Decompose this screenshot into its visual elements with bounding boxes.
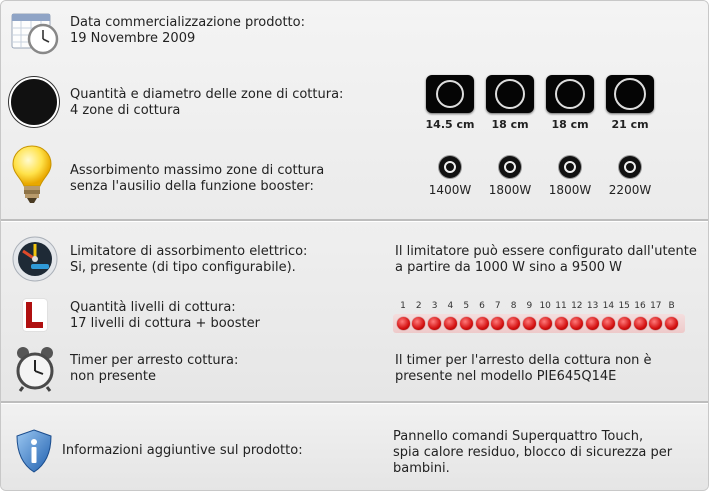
level-indicator-dot <box>539 317 552 330</box>
level-number: 8 <box>510 301 517 311</box>
level-number: 5 <box>463 301 470 311</box>
zone-size-2: 18 cm <box>491 118 529 131</box>
level-number: B <box>668 301 675 311</box>
level-indicator-dot <box>428 317 441 330</box>
zones-value: 4 zone di cottura <box>70 103 181 118</box>
level-indicator-dot <box>665 317 678 330</box>
limiter-value: Si, presente (di tipo configurabile). <box>70 260 296 275</box>
level-number: 11 <box>555 301 567 311</box>
release-date-label: Data commercializzazione prodotto: <box>70 15 305 30</box>
level-indicator-dot <box>523 317 536 330</box>
release-date-value: 19 Novembre 2009 <box>70 31 196 46</box>
power-zone-2-icon <box>499 156 521 178</box>
zone-1-icon <box>426 75 474 113</box>
level-indicator-dot <box>507 317 520 330</box>
level-letter-icon <box>23 299 47 331</box>
light-bulb-icon <box>11 144 53 206</box>
power-zone-3-icon <box>559 156 581 178</box>
cooking-zone-icon <box>9 77 59 127</box>
zone-size-1: 14.5 cm <box>425 118 475 131</box>
limiter-label: Limitatore di assorbimento elettrico: <box>70 244 308 259</box>
limiter-desc-line2: a partire da 1000 W sino a 9500 W <box>395 260 622 275</box>
calendar-clock-icon <box>11 11 59 55</box>
level-indicator-dot <box>555 317 568 330</box>
zone-3-icon <box>546 75 594 113</box>
power-zone-4-icon <box>619 156 641 178</box>
info-shield-icon <box>15 429 53 473</box>
level-number: 16 <box>634 301 646 311</box>
power-value-2: 1800W <box>488 183 532 197</box>
level-number: 12 <box>571 301 583 311</box>
levels-label: Quantità livelli di cottura: <box>70 300 236 315</box>
level-number: 15 <box>618 301 630 311</box>
info-desc-line3: bambini. <box>393 461 450 476</box>
level-number: 10 <box>539 301 551 311</box>
level-number: 7 <box>494 301 501 311</box>
absorption-label-line1: Assorbimento massimo zone di cottura <box>70 163 325 178</box>
level-number: 2 <box>415 301 422 311</box>
timer-label: Timer per arresto cottura: <box>70 353 239 368</box>
timer-desc-line2: presente nel modello PIE645Q14E <box>395 369 617 384</box>
info-desc-line1: Pannello comandi Superquattro Touch, <box>393 429 644 444</box>
level-indicator-dot <box>460 317 473 330</box>
level-indicator-dot <box>586 317 599 330</box>
level-indicator-dot <box>618 317 631 330</box>
level-number: 1 <box>400 301 406 311</box>
level-indicator-dot <box>397 317 410 330</box>
level-number: 4 <box>447 301 454 311</box>
level-number: 13 <box>586 301 599 311</box>
level-indicator-dot <box>444 317 457 330</box>
levels-value: 17 livelli di cottura + booster <box>70 316 260 331</box>
absorption-label-line2: senza l'ausilio della funzione booster: <box>70 179 314 194</box>
limiter-desc-line1: Il limitatore può essere configurato dall'utente <box>395 244 697 259</box>
power-value-4: 2200W <box>608 183 652 197</box>
level-indicator-dot <box>602 317 615 330</box>
info-label: Informazioni aggiuntive sul prodotto: <box>62 443 303 458</box>
level-indicator-dot <box>634 317 647 330</box>
level-number: 6 <box>479 301 485 311</box>
zone-size-4: 21 cm <box>611 118 649 131</box>
timer-value: non presente <box>70 369 156 384</box>
zone-2-icon <box>486 75 534 113</box>
level-indicator-dot <box>476 317 489 330</box>
zone-size-3: 18 cm <box>551 118 589 131</box>
power-value-3: 1800W <box>548 183 592 197</box>
level-number: 17 <box>650 301 662 311</box>
zone-4-icon <box>606 75 654 113</box>
alarm-clock-icon <box>15 346 55 392</box>
level-number: 3 <box>431 301 438 311</box>
power-zone-1-icon <box>439 156 461 178</box>
gauge-icon <box>11 236 59 282</box>
zones-label: Quantità e diametro delle zone di cottura: <box>70 87 344 102</box>
info-desc-line2: spia calore residuo, blocco di sicurezza per <box>393 445 673 460</box>
level-number: 9 <box>526 301 533 311</box>
power-value-1: 1400W <box>428 183 472 197</box>
timer-desc-line1: Il timer per l'arresto della cottura non è <box>395 353 652 368</box>
level-number: 14 <box>602 301 615 311</box>
